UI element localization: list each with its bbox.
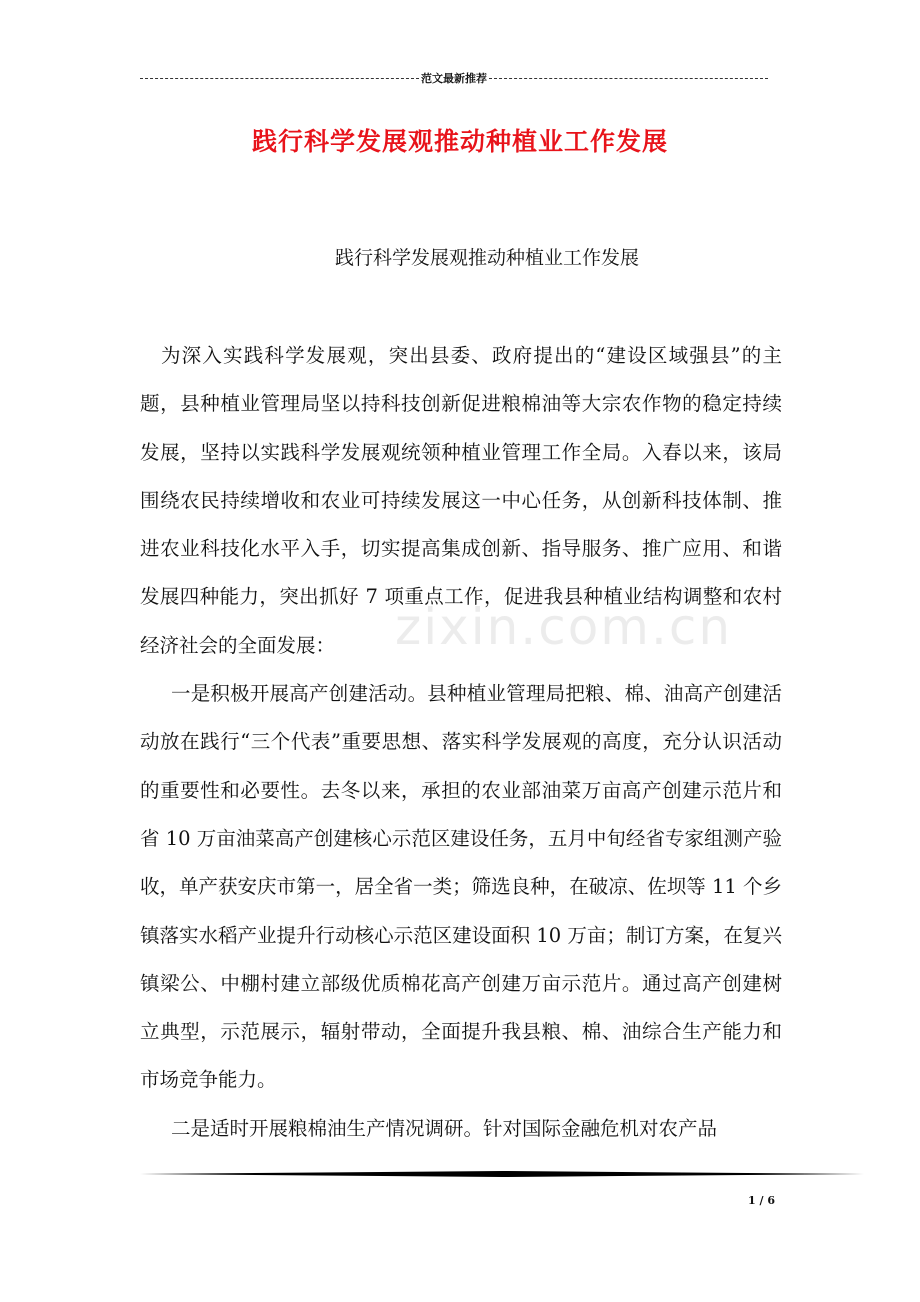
paragraph-item-2: 二是适时开展粮棉油生产情况调研。针对国际金融危机对农产品 — [171, 1116, 718, 1140]
footer-rule — [140, 1171, 864, 1177]
watermark: zixin.com.cn — [395, 598, 733, 656]
header-rule — [140, 70, 768, 86]
header-dash-right — [489, 78, 768, 79]
document-body — [140, 332, 782, 1153]
document-subtitle: 践行科学发展观推动种植业工作发展 — [335, 247, 640, 269]
paragraph-intro: 为深入实践科学发展观，突出县委、政府提出的“建设区域强县”的主题，县种植业管理局坚以持科技创新促进粮棉油等大宗农作物的稳定持续发展，坚持以实践科学发展观统领种植业管理工作全局。入春以来，该局围绕农民持续增收和农业可持续发展这一中心任务，从创新科技体制、推进农业科技化水平入手，切实提高集成创新、指导服务、推广应用、和谐发展四种能力，突出抓好 7 项重点工作，促进我县种植业结构调整和农村经济社会的全面发展： — [140, 344, 782, 657]
header-dash-left — [140, 78, 419, 79]
paragraph-item-1: 一是积极开展高产创建活动。县种植业管理局把粮、棉、油高产创建活动放在践行“三个代表”重要思想、落实科学发展观的高度，充分认识活动的重要性和必要性。去冬以来，承担的农业部油菜万亩高产创建示范片和省 10 万亩油菜高产创建核心示范区建设任务，五月中旬经省专家组测产验收，单产获安庆市第一，居全省一类；筛选良种，在破凉、佐坝等 11 个乡镇落实水稻产业提升行动核心示范区建设面积 10 万亩；制订方案，在复兴镇梁公、中棚村建立部级优质棉花高产创建万亩示范片。通过高产创建树立典型，示范展示，辐射带动，全面提升我县粮、棉、油综合生产能力和市场竞争能力。 — [140, 682, 782, 1092]
page-number: 1 / 6 — [748, 1194, 775, 1207]
document-title: 践行科学发展观推动种植业工作发展 — [251, 127, 668, 156]
header-label: 范文最新推荐 — [421, 72, 487, 85]
